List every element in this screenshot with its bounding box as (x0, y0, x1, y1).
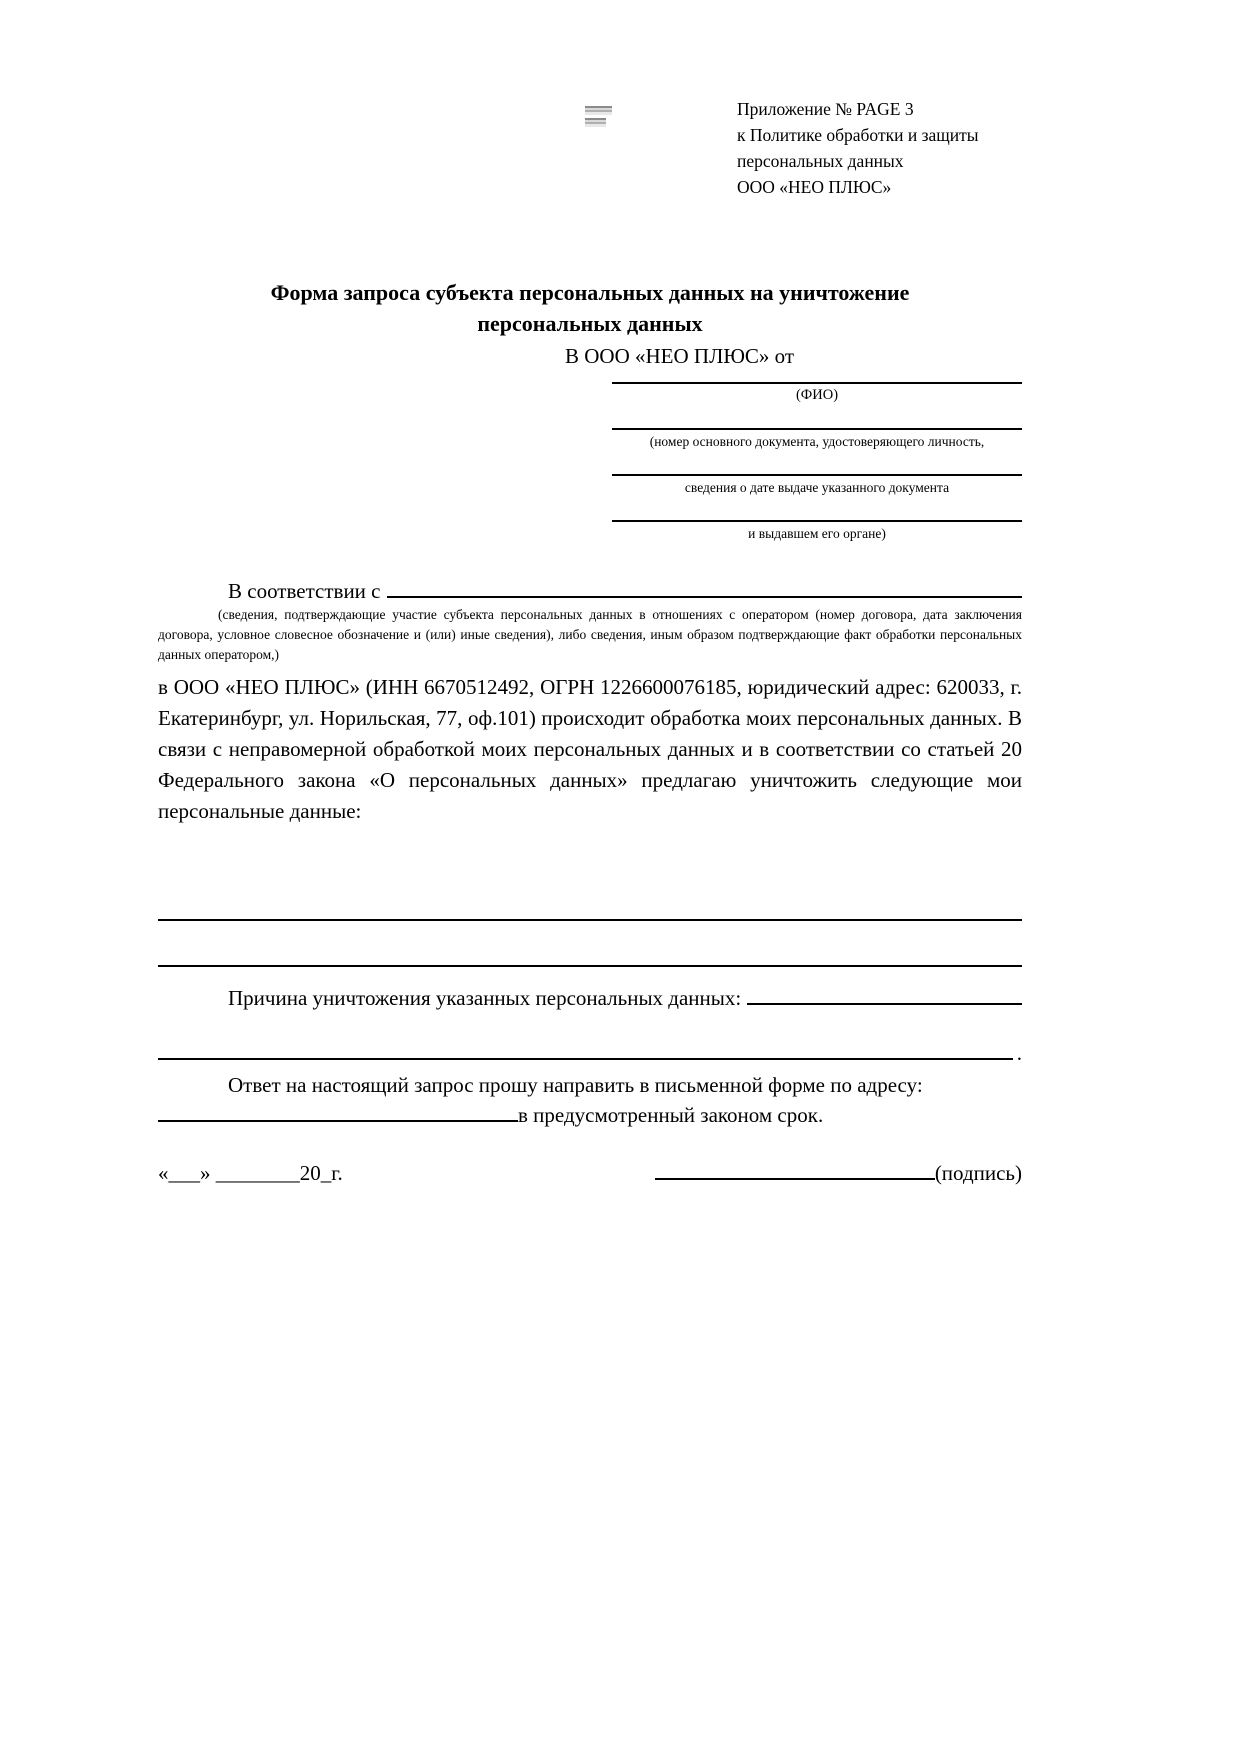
issuing-authority-caption: и выдавшем его органе) (748, 526, 886, 541)
signature-caption: (подпись) (934, 1161, 1022, 1186)
personal-data-blank-line-1 (158, 919, 1022, 921)
reason-row (158, 983, 1022, 1012)
document-header (158, 0, 1022, 215)
issue-date-caption: сведения о дате выдаче указанного документа (684, 480, 950, 495)
signature-blank-line (655, 1158, 935, 1180)
in-accordance-row (158, 576, 1022, 605)
line-terminator: . (1016, 1041, 1022, 1066)
appendix-policy-line1: к Политике обработки и защиты (737, 125, 979, 145)
page-title-line2: персональных данных (477, 311, 703, 336)
field-issuing-authority (612, 508, 1022, 542)
appendix-policy-line2: персональных данных (737, 151, 904, 171)
reason-continuation-row (158, 1038, 1022, 1066)
issuing-authority-blank-line (612, 508, 1022, 522)
reason-continuation-blank-line (158, 1038, 1013, 1060)
field-document-number (612, 416, 1022, 450)
address-blank-line (158, 1100, 518, 1122)
date-line: «___» ________20_г. (158, 1161, 343, 1186)
reason-blank-line (747, 983, 1022, 1005)
addressee-line: В ООО «НЕО ПЛЮС» от (565, 344, 795, 368)
fio-blank-line (612, 370, 1022, 384)
response-request-suffix: в предусмотренный законом срок. (518, 1103, 824, 1128)
embedded-object-icon (585, 106, 612, 128)
field-issue-date (612, 462, 1022, 496)
fio-caption: (ФИО) (795, 387, 839, 403)
personal-data-blank-line-2 (158, 965, 1022, 967)
appendix-block (737, 96, 979, 200)
page-title-line1: Форма запроса субъекта персональных данных на уничтожение (270, 280, 910, 305)
reason-label: Причина уничтожения указанных персональных данных: (228, 986, 742, 1011)
response-request-line2 (158, 1100, 1022, 1130)
document-number-caption: (номер основного документа, удостоверяющего личность, (649, 434, 985, 449)
response-request-line1: Ответ на настоящий запрос прошу направить в письменной форме по адресу: (228, 1073, 923, 1098)
footnote-text: (сведения, подтверждающие участие субъекта персональных данных в отношениях с оператором (номер договора, дата заключения договора, условное словесное обозначение и (или) иные сведения), либо сведения, иным образом подтверждающие факт обработки персональных данных оператором,) (158, 607, 1022, 663)
field-fio (612, 370, 1022, 404)
document-content (158, 0, 1022, 1188)
in-accordance-label: В соответствии с (228, 579, 381, 604)
main-paragraph: в ООО «НЕО ПЛЮС» (ИНН 6670512492, ОГРН 1226600076185, юридический адрес: 620033, г. Екатеринбург, ул. Норильская, 77, оф.101) происходит обработка моих персональных данных. В связи с неправомерной обработкой моих персональных данных и в соответствии со статьей 20 Федерального закона «О персональных данных» предлагаю уничтожить следующие мои персональные данные: (158, 675, 1022, 824)
appendix-company: ООО «НЕО ПЛЮС» (737, 177, 892, 197)
signature-right (655, 1158, 1022, 1188)
icon-stripes-bottom (585, 118, 606, 127)
signature-row (158, 1158, 1022, 1188)
icon-stripes-top (585, 106, 612, 115)
issue-date-blank-line (612, 462, 1022, 476)
page-title (158, 277, 1022, 339)
in-accordance-blank-line (387, 576, 1023, 598)
appendix-number-line: Приложение № PAGE 3 (737, 99, 914, 119)
document-number-blank-line (612, 416, 1022, 430)
